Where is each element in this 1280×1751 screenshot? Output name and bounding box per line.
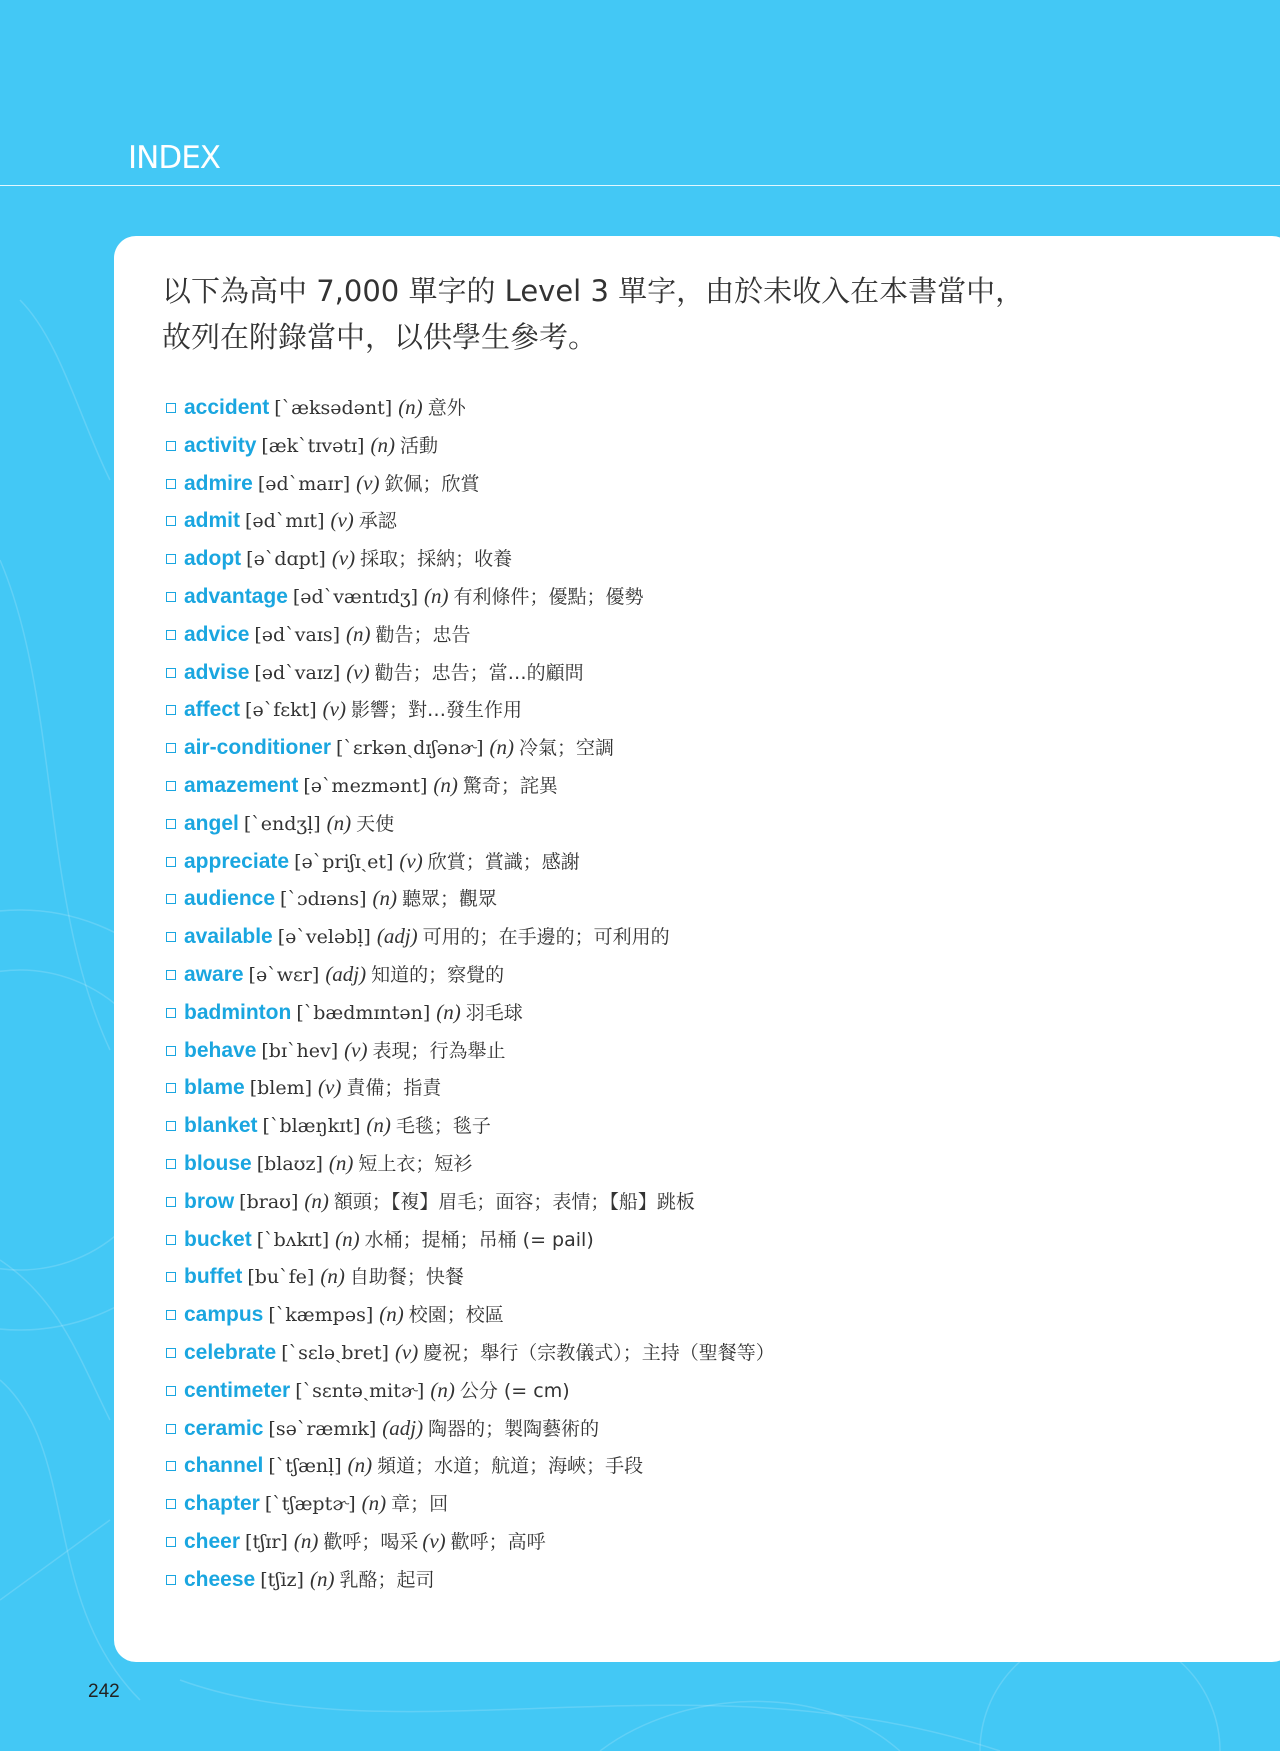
vocab-definition: 影響；對…發生作用 — [350, 699, 522, 722]
checkbox-icon — [166, 1083, 176, 1093]
checkbox-icon — [166, 705, 176, 715]
vocab-pronunciation: [ˋsɛləˏbret] — [281, 1341, 389, 1364]
vocab-definition: 額頭；【複】眉毛；面容；表情；【船】跳板 — [333, 1190, 695, 1213]
vocab-definition: 欽佩；欣賞 — [384, 472, 480, 495]
vocab-part-of-speech: (adj) — [325, 961, 367, 986]
vocab-entry — [166, 1447, 775, 1485]
vocabulary-list — [166, 389, 775, 1599]
vocab-pronunciation: [əˋpriʃɪˏet] — [294, 850, 394, 873]
vocab-definition: 採取；採納；收養 — [360, 548, 513, 571]
vocab-entry — [166, 389, 775, 427]
header-divider — [0, 185, 1280, 186]
vocab-definition-2: 歡呼；高呼 — [450, 1530, 546, 1553]
checkbox-icon — [166, 1159, 176, 1169]
vocab-part-of-speech: (v) — [330, 508, 354, 533]
vocab-part-of-speech: (n) — [346, 621, 371, 646]
vocab-part-of-speech: (n) — [370, 432, 395, 457]
vocab-pronunciation: [ədˋmaɪr] — [257, 472, 351, 495]
vocab-entry — [166, 1561, 775, 1599]
vocab-pronunciation: [əˋwɛr] — [248, 963, 320, 986]
checkbox-icon — [166, 668, 176, 678]
checkbox-icon — [166, 1499, 176, 1509]
vocab-part-of-speech: (n) — [398, 395, 423, 419]
vocab-pronunciation: [blaʊz] — [256, 1152, 323, 1175]
index-title: INDEX — [128, 140, 221, 176]
vocab-part-of-speech: (n) — [379, 1302, 404, 1327]
vocab-word: admire — [184, 471, 253, 495]
checkbox-icon — [166, 1348, 176, 1358]
vocab-part-of-speech: (v) — [322, 697, 346, 722]
vocab-pronunciation: [ˋbædmɪntən] — [296, 1001, 431, 1024]
vocab-definition: 活動 — [399, 434, 438, 457]
vocab-part-of-speech: (v) — [356, 470, 380, 495]
vocab-word: brow — [184, 1189, 235, 1213]
vocab-pronunciation: [ˋsɛntəˏmitɚ] — [295, 1379, 425, 1402]
vocab-word: blouse — [184, 1151, 252, 1175]
vocab-word: celebrate — [184, 1340, 277, 1364]
vocab-definition: 水桶；提桶；吊桶 (= pail) — [364, 1228, 594, 1251]
vocab-entry — [166, 843, 775, 881]
vocab-word: adopt — [184, 547, 242, 571]
checkbox-icon — [166, 1008, 176, 1018]
vocab-part-of-speech: (n) — [320, 1264, 345, 1289]
vocab-pronunciation: [ˋɔdɪəns] — [280, 888, 367, 911]
vocab-word: air-conditioner — [184, 736, 332, 760]
vocab-entry — [166, 502, 775, 540]
vocab-definition: 驚奇；詫異 — [462, 774, 558, 797]
vocab-word: advise — [184, 660, 250, 684]
vocab-definition: 頻道；水道；航道；海峽；手段 — [377, 1455, 644, 1478]
vocab-part-of-speech: (v) — [346, 659, 370, 684]
vocab-word: blame — [184, 1076, 245, 1100]
checkbox-icon — [166, 592, 176, 602]
vocab-entry — [166, 1258, 775, 1296]
vocab-entry — [166, 918, 775, 956]
vocab-definition: 陶器的；製陶藝術的 — [428, 1417, 600, 1440]
vocab-part-of-speech-2: (v) — [422, 1528, 446, 1553]
checkbox-icon — [166, 554, 176, 564]
vocab-word: aware — [184, 962, 244, 986]
vocab-pronunciation: [ˋɛrkənˏdɪʃənɚ] — [336, 737, 484, 760]
vocab-word: admit — [184, 509, 241, 533]
intro-line-1: 以下為高中 7,000 單字的 Level 3 單字，由於未收入在本書當中， — [162, 274, 1025, 308]
vocab-definition: 乳酪；起司 — [339, 1568, 435, 1591]
intro-line-2: 故列在附錄當中，以供學生參考。 — [162, 320, 598, 354]
vocab-part-of-speech: (v) — [394, 1339, 419, 1364]
vocab-definition: 聽眾；觀眾 — [401, 888, 497, 911]
vocab-entry — [166, 691, 775, 729]
checkbox-icon — [166, 932, 176, 942]
vocab-part-of-speech: (n) — [424, 583, 449, 608]
vocab-definition: 意外 — [427, 397, 466, 419]
vocab-part-of-speech: (n) — [361, 1491, 387, 1516]
vocab-pronunciation: [ˋblæŋkɪt] — [262, 1115, 361, 1138]
vocab-pronunciation: [səˋræmɪk] — [268, 1417, 377, 1440]
vocab-pronunciation: [tʃɪr] — [245, 1530, 288, 1553]
vocab-entry — [166, 805, 775, 843]
vocab-pronunciation: [blem] — [249, 1077, 313, 1100]
vocab-word: activity — [184, 433, 257, 457]
vocab-definition: 有利條件；優點；優勢 — [453, 585, 644, 608]
checkbox-icon — [166, 1386, 176, 1396]
checkbox-icon — [166, 1272, 176, 1282]
vocab-word: audience — [184, 887, 276, 911]
checkbox-icon — [166, 1575, 176, 1585]
checkbox-icon — [166, 1121, 176, 1131]
vocab-entry — [166, 1410, 775, 1448]
vocab-definition: 短上衣；短衫 — [358, 1152, 473, 1175]
vocab-word: amazement — [184, 773, 299, 797]
vocab-part-of-speech: (n) — [430, 1377, 455, 1402]
vocab-entry — [166, 767, 775, 805]
vocab-part-of-speech: (n) — [309, 1566, 335, 1591]
vocab-definition: 冷氣；空調 — [519, 737, 615, 760]
vocab-word: advantage — [184, 584, 288, 608]
vocab-word: affect — [184, 698, 241, 722]
vocab-part-of-speech: (n) — [335, 1226, 360, 1251]
vocab-entry — [166, 1334, 775, 1372]
checkbox-icon — [166, 781, 176, 791]
checkbox-icon — [166, 819, 176, 829]
vocab-entry — [166, 654, 775, 692]
intro-text — [162, 268, 1122, 360]
vocab-part-of-speech: (v) — [331, 546, 356, 571]
vocab-pronunciation: [ˋtʃæptɚ] — [264, 1493, 356, 1516]
vocab-entry — [166, 1221, 775, 1259]
vocab-definition: 承認 — [358, 510, 397, 533]
vocab-word: cheer — [184, 1529, 241, 1553]
vocab-entry — [166, 1069, 775, 1107]
vocab-part-of-speech: (n) — [326, 810, 352, 835]
vocab-entry — [166, 465, 775, 503]
vocab-definition: 可用的；在手邊的；可利用的 — [422, 926, 670, 949]
checkbox-icon — [166, 970, 176, 980]
vocab-part-of-speech: (n) — [328, 1150, 354, 1175]
vocab-definition: 知道的；察覺的 — [371, 963, 505, 986]
checkbox-icon — [166, 1046, 176, 1056]
vocab-entry — [166, 880, 775, 918]
vocab-definition: 天使 — [356, 812, 395, 835]
vocab-part-of-speech: (n) — [436, 999, 461, 1024]
vocab-word: blanket — [184, 1114, 258, 1138]
checkbox-icon — [166, 1424, 176, 1434]
vocab-definition: 校園；校區 — [408, 1304, 504, 1327]
vocab-part-of-speech: (n) — [304, 1188, 329, 1213]
vocab-word: appreciate — [184, 849, 290, 873]
checkbox-icon — [166, 441, 176, 451]
page-number: 242 — [88, 1681, 120, 1702]
vocab-pronunciation: [ədˋvaɪs] — [254, 623, 341, 646]
checkbox-icon — [166, 1537, 176, 1547]
vocab-pronunciation: [ˋendʒḷ] — [243, 812, 321, 835]
vocab-definition: 歡呼；喝采 — [323, 1530, 419, 1553]
vocab-entry — [166, 616, 775, 654]
vocab-word: behave — [184, 1038, 257, 1062]
vocab-pronunciation: [əˋdɑpt] — [246, 548, 326, 571]
vocab-pronunciation: [əˋveləbḷ] — [277, 926, 371, 949]
checkbox-icon — [166, 894, 176, 904]
vocab-entry — [166, 956, 775, 994]
vocab-entry — [166, 1296, 775, 1334]
vocab-entry — [166, 1183, 775, 1221]
vocab-part-of-speech: (n) — [489, 735, 514, 760]
vocab-entry — [166, 578, 775, 616]
vocab-entry — [166, 1145, 775, 1183]
checkbox-icon — [166, 743, 176, 753]
vocab-word: angel — [184, 811, 239, 835]
vocab-definition: 自助餐；快餐 — [349, 1266, 464, 1289]
vocab-word: channel — [184, 1454, 264, 1478]
vocab-word: bucket — [184, 1227, 252, 1251]
vocab-definition: 欣賞；賞識；感謝 — [427, 850, 580, 873]
vocab-part-of-speech: (n) — [433, 772, 458, 797]
checkbox-icon — [166, 630, 176, 640]
vocab-definition: 表現；行為舉止 — [372, 1039, 506, 1062]
vocab-entry — [166, 1523, 775, 1561]
vocab-word: centimeter — [184, 1378, 291, 1402]
checkbox-icon — [166, 403, 176, 413]
vocab-definition: 公分 (= cm) — [459, 1379, 570, 1402]
vocab-entry — [166, 427, 775, 465]
vocab-pronunciation: [ədˋmɪt] — [245, 510, 325, 533]
vocab-part-of-speech: (n) — [366, 1113, 391, 1138]
vocab-part-of-speech: (adj) — [382, 1415, 424, 1440]
vocab-entry — [166, 729, 775, 767]
vocab-entry — [166, 1485, 775, 1523]
vocab-pronunciation: [ˋbʌkɪt] — [256, 1228, 330, 1251]
vocab-definition: 勸告；忠告 — [375, 623, 471, 646]
vocab-pronunciation: [bɪˋhev] — [261, 1039, 339, 1062]
vocab-word: cheese — [184, 1567, 256, 1591]
vocab-word: chapter — [184, 1492, 260, 1516]
checkbox-icon — [166, 516, 176, 526]
vocab-pronunciation: [ˋtʃænḷ] — [268, 1455, 342, 1478]
vocab-word: accident — [184, 396, 270, 419]
vocab-word: advice — [184, 622, 250, 646]
checkbox-icon — [166, 479, 176, 489]
vocab-part-of-speech: (n) — [372, 886, 397, 911]
vocab-pronunciation: [ədˋvaɪz] — [254, 661, 341, 684]
vocab-definition: 章；回 — [391, 1493, 449, 1516]
vocab-part-of-speech: (n) — [293, 1528, 319, 1553]
checkbox-icon — [166, 1235, 176, 1245]
checkbox-icon — [166, 1461, 176, 1471]
vocab-pronunciation: [buˋfe] — [247, 1266, 315, 1289]
vocab-definition: 慶祝；舉行（宗教儀式）；主持（聖餐等） — [423, 1341, 775, 1364]
vocab-pronunciation: [ˋkæmpəs] — [268, 1304, 374, 1327]
vocab-definition: 責備；指責 — [346, 1077, 442, 1100]
vocab-entry — [166, 994, 775, 1032]
vocab-part-of-speech: (v) — [399, 848, 423, 873]
vocab-pronunciation: [braʊ] — [239, 1190, 299, 1213]
checkbox-icon — [166, 1197, 176, 1207]
vocab-pronunciation: [əˋmezmənt] — [303, 774, 428, 797]
vocab-entry — [166, 540, 775, 578]
vocab-pronunciation: [tʃiz] — [260, 1568, 304, 1591]
vocab-word: buffet — [184, 1265, 243, 1289]
vocab-part-of-speech: (v) — [318, 1075, 342, 1100]
vocab-pronunciation: [ˋæksədənt] — [274, 397, 393, 419]
vocab-part-of-speech: (v) — [344, 1037, 368, 1062]
vocab-entry — [166, 1107, 775, 1145]
vocab-word: available — [184, 925, 273, 949]
checkbox-icon — [166, 1310, 176, 1320]
vocab-entry — [166, 1032, 775, 1070]
vocab-definition: 勸告；忠告；當…的顧問 — [374, 661, 584, 684]
vocab-word: badminton — [184, 1000, 292, 1024]
vocab-part-of-speech: (adj) — [376, 924, 418, 949]
vocab-pronunciation: [əˋfɛkt] — [245, 699, 317, 722]
vocab-pronunciation: [ədˋvæntɪdʒ] — [292, 585, 419, 608]
vocab-word: ceramic — [184, 1416, 264, 1440]
vocab-definition: 毛毯；毯子 — [395, 1115, 491, 1138]
vocab-pronunciation: [ækˋtɪvətɪ] — [261, 434, 365, 457]
vocab-part-of-speech: (n) — [347, 1453, 373, 1478]
vocab-definition: 羽毛球 — [465, 1001, 523, 1024]
vocab-entry — [166, 1372, 775, 1410]
vocab-word: campus — [184, 1303, 264, 1327]
checkbox-icon — [166, 857, 176, 867]
